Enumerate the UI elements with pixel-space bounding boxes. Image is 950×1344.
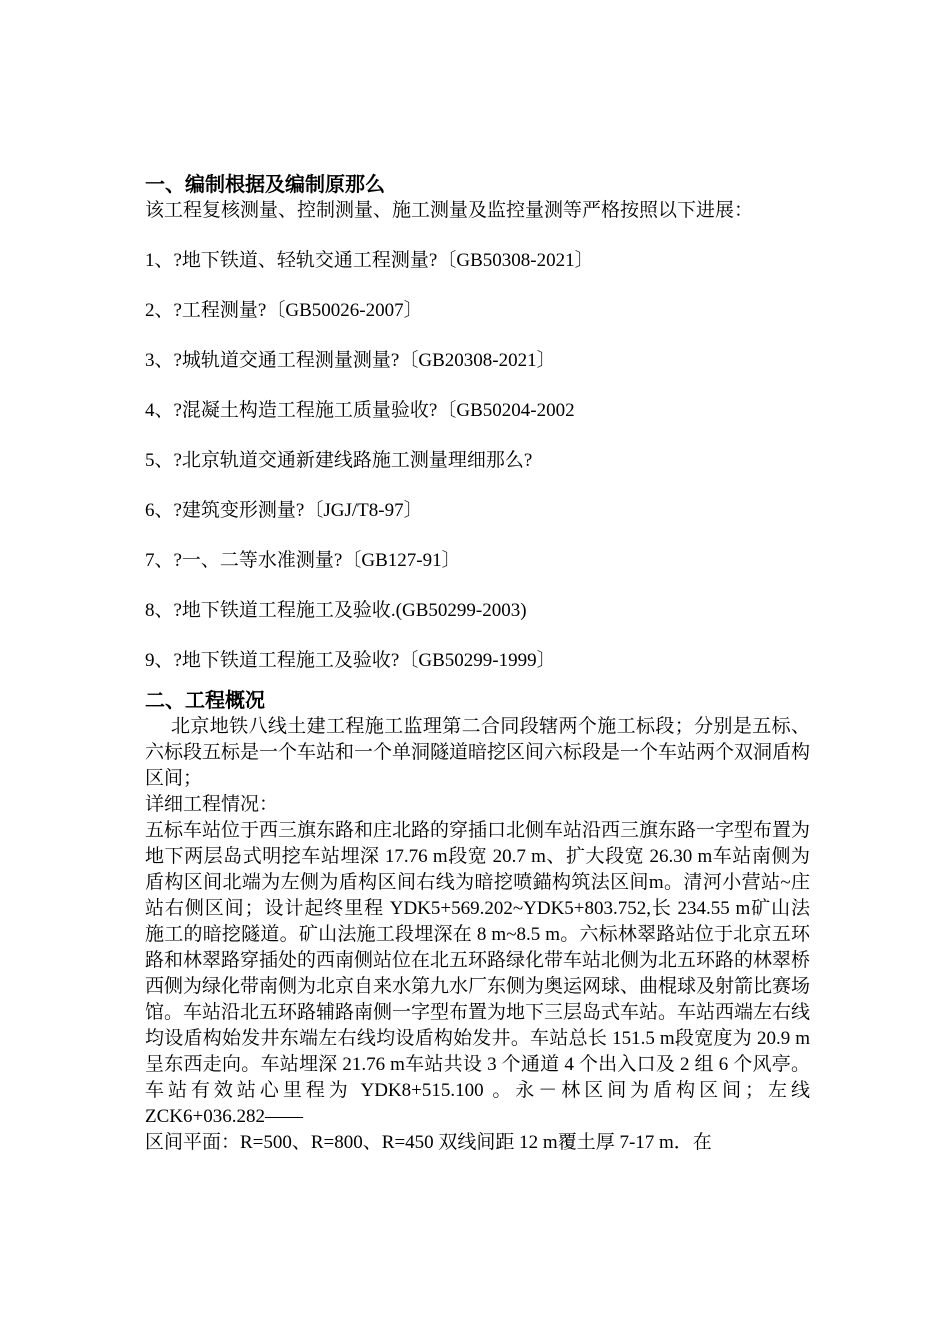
section2-para-plan: 区间平面：R=500、R=800、R=450 双线间距 12 m覆土厚 7-17 m．在 <box>145 1132 712 1153</box>
section2-para-overview: 北京地铁八线土建工程施工监理第二合同段辖两个施工标段；分别是五标、六标段五标是一个车站和一个单洞隧道暗挖区间六标段是一个车站两个双洞盾构区间； <box>145 716 811 789</box>
list-item: 1、?地下铁道、轻轨交通工程测量?〔GB50308-2021〕 <box>145 250 594 271</box>
list-item: 4、?混凝土构造工程施工质量验收?〔GB50204-2002 <box>145 400 575 421</box>
list-item: 9、?地下铁道工程施工及验收?〔GB50299-1999〕 <box>145 650 556 671</box>
list-item: 7、?一、二等水准测量?〔GB127-91〕 <box>145 550 461 571</box>
list-item: 3、?城轨道交通工程测量测量?〔GB20308-2021〕 <box>145 350 556 371</box>
list-item: 5、?北京轨道交通新建线路施工测量理细那么? <box>145 450 533 471</box>
section2-para-details-label: 详细工程情况： <box>145 794 279 815</box>
list-item: 6、?建筑变形测量?〔JGJ/T8-97〕 <box>145 500 423 521</box>
section2-para-details: 五标车站位于西三旗东路和庄北路的穿插口北侧车站沿西三旗东路一字型布置为地下两层岛式明挖车站埋深 17.76 m段宽 20.7 m、扩大段宽 26.30 m车站南侧为盾构区间北端为左侧为盾构区间右线为暗挖喷錨构筑法区间m。清河小营站~庄站右侧区间；设计起终里程 YDK5+569.202~YDK5+803.752,长 234.55 m矿山法施工的暗挖隧道。矿山法施工段埋深在 8 m~8.5 m。六标林翠路站位于北京五环路和林翠路穿插处的西南侧站位在北五环路绿化带车站北侧为北五环路的林翠桥西侧为绿化带南侧为北京自来水第九水厂东侧为奥运网球、曲棍球及射箭比赛场馆。车站沿北五环路辅路南侧一字型布置为地下三层岛式车站。车站西端左右线均设盾构始发井东端左右线均设盾构始发井。车站总长 151.5 m段宽度为 20.9 m呈东西走向。车站埋深 21.76 m车站共设 3 个通道 4 个出入口及 2 组 6 个风亭。车站有效站心里程为 YDK8+515.100 。永－林区间为盾构区间；左线 ZCK6+036.282—— <box>145 820 811 1127</box>
list-item: 8、?地下铁道工程施工及验收.(GB50299-2003) <box>145 600 527 621</box>
list-item: 2、?工程测量?〔GB50026-2007〕 <box>145 300 423 321</box>
section1-intro: 该工程复核测量、控制测量、施工测量及监控量测等严格按照以下进展： <box>145 200 754 221</box>
section2-heading: 二、工程概况 <box>145 690 265 712</box>
document-page <box>145 172 810 1156</box>
section1-heading: 一、编制根据及编制原那么 <box>145 174 385 196</box>
